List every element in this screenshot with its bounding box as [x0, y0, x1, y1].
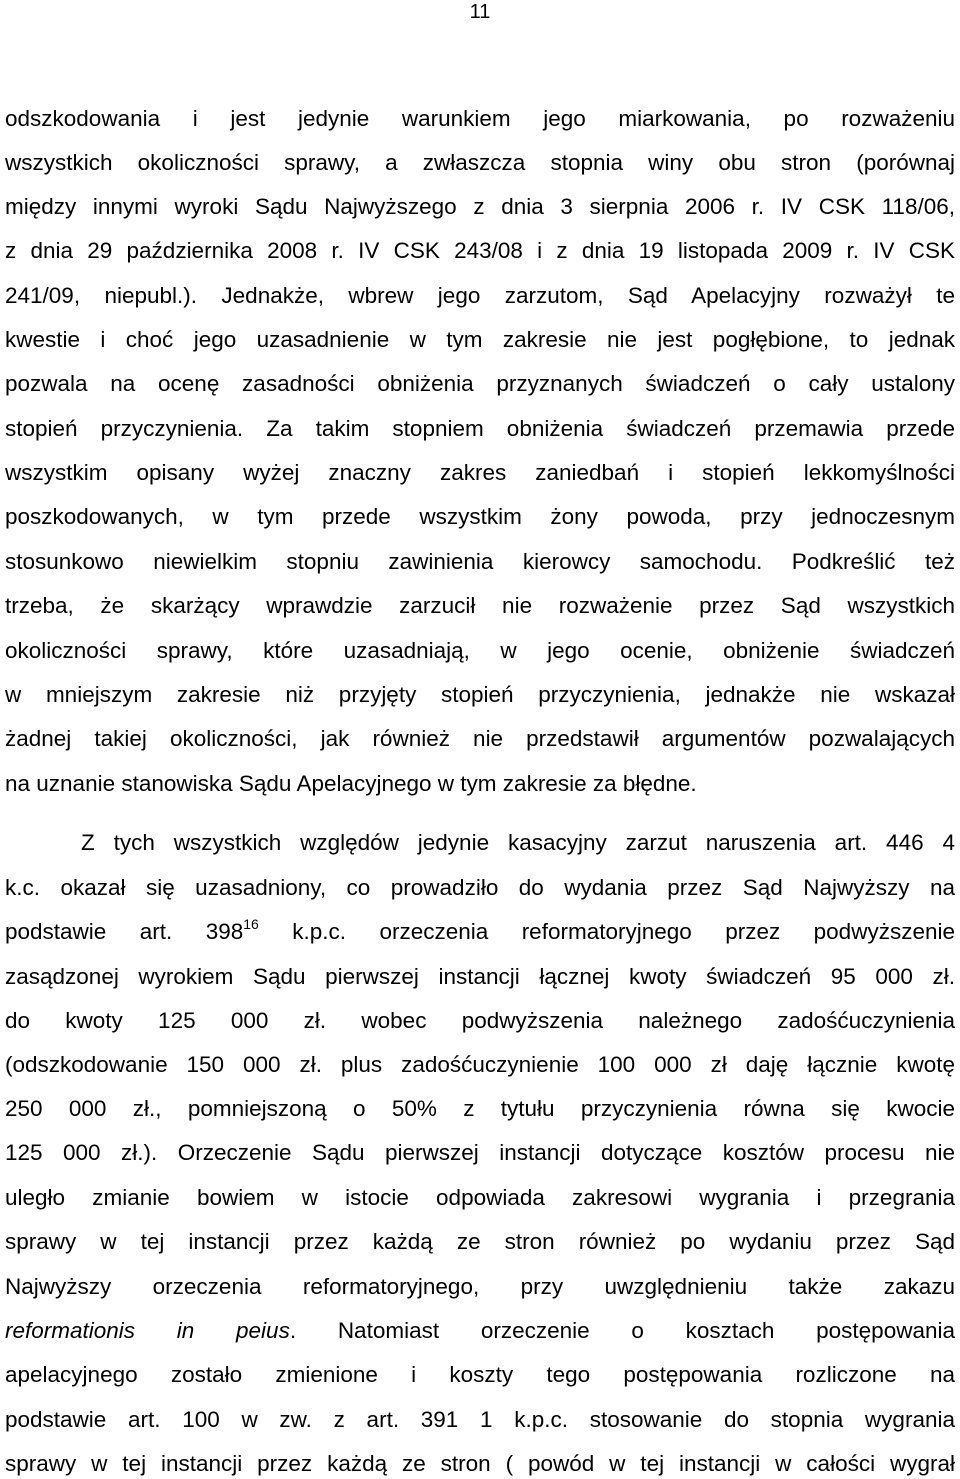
text-line: między innymi wyroki Sądu Najwyższego z dnia 3 sierpnia 2006 r. IV CSK 118/06,	[5, 194, 955, 219]
text-line: z dnia 29 października 2008 r. IV CSK 243/08 i z dnia 19 listopada 2009 r. IV CSK	[5, 238, 955, 263]
text-span: podstawie art. 100 w zw. z art. 391	[5, 1407, 459, 1432]
text-line	[81, 830, 955, 856]
page-number: 11	[469, 1, 491, 23]
text-line: poszkodowanych, w tym przede wszystkim żony powoda, przy jednoczesnym	[5, 504, 955, 529]
text-line: Najwyższy orzeczenia reformatoryjnego, przy uwzględnieniu także zakazu	[5, 1274, 955, 1299]
text-span: podstawie art. 398	[5, 919, 244, 944]
text-span: . Natomiast orzeczenie o kosztach postępowania	[289, 1318, 955, 1343]
text-span: Z tych wszystkich względów jedynie kasacyjny zarzut naruszenia art. 446	[81, 830, 924, 855]
text-line	[5, 1407, 955, 1433]
text-line: zasądzonej wyrokiem Sądu pierwszej instancji łącznej kwoty świadczeń 95 000 zł.	[5, 964, 955, 989]
text-line: kwestie i choć jego uzasadnienie w tym zakresie nie jest pogłębione, to jednak	[5, 327, 955, 352]
text-line: odszkodowania i jest jedynie warunkiem jego miarkowania, po rozważeniu	[5, 106, 955, 131]
text-line: wszystkich okoliczności sprawy, a zwłaszcza stopnia winy obu stron (porównaj	[5, 150, 955, 175]
text-line	[5, 916, 955, 945]
text-line: na uznanie stanowiska Sądu Apelacyjnego w tym zakresie za błędne.	[5, 771, 697, 796]
text-line: wszystkim opisany wyżej znaczny zakres zaniedbań i stopień lekkomyślności	[5, 460, 955, 485]
text-line: w mniejszym zakresie niż przyjęty stopień przyczynienia, jednakże nie wskazał	[5, 682, 955, 707]
text-line: sprawy w tej instancji przez każdą ze stron również po wydaniu przez Sąd	[5, 1229, 955, 1254]
superscript: 16	[243, 916, 259, 932]
text-line: 125 000 zł.). Orzeczenie Sądu pierwszej instancji dotyczące kosztów procesu nie	[5, 1140, 955, 1165]
text-line: k.c. okazał się uzasadniony, co prowadziło do wydania przez Sąd Najwyższy na	[5, 875, 955, 900]
text-line: trzeba, że skarżący wprawdzie zarzucił nie rozważenie przez Sąd wszystkich	[5, 593, 955, 618]
text-line: stopień przyczynienia. Za takim stopniem obniżenia świadczeń przemawia przede	[5, 416, 955, 441]
text-line: sprawy w tej instancji przez każdą ze stron ( powód w tej instancji w całości wygrał	[5, 1451, 955, 1476]
italic-span: reformationis in peius	[5, 1318, 290, 1343]
text-span: 1 k.p.c. stosowanie do stopnia wygrania	[480, 1407, 955, 1432]
text-line: stosunkowo niewielkim stopniu zawinienia kierowcy samochodu. Podkreślić też	[5, 549, 955, 574]
text-line: okoliczności sprawy, które uzasadniają, w jego ocenie, obniżenie świadczeń	[5, 638, 955, 663]
text-line: żadnej takiej okoliczności, jak również nie przedstawił argumentów pozwalających	[5, 726, 955, 751]
text-line: uległo zmianie bowiem w istocie odpowiada zakresowi wygrania i przegrania	[5, 1185, 955, 1210]
text-line: apelacyjnego zostało zmienione i koszty tego postępowania rozliczone na	[5, 1362, 955, 1387]
text-line: 250 000 zł., pomniejszoną o 50% z tytułu przyczynienia równa się kwocie	[5, 1096, 955, 1121]
text-line	[5, 1318, 955, 1344]
text-span: 4	[942, 830, 955, 855]
text-line: pozwala na ocenę zasadności obniżenia przyznanych świadczeń o cały ustalony	[5, 371, 955, 396]
text-line: (odszkodowanie 150 000 zł. plus zadośćuczynienie 100 000 zł daję łącznie kwotę	[5, 1052, 955, 1077]
text-line: do kwoty 125 000 zł. wobec podwyższenia należnego zadośćuczynienia	[5, 1008, 955, 1033]
text-span: k.p.c. orzeczenia reformatoryjnego przez podwyższenie	[258, 919, 955, 944]
text-line: 241/09, niepubl.). Jednakże, wbrew jego zarzutom, Sąd Apelacyjny rozważył te	[5, 283, 955, 308]
